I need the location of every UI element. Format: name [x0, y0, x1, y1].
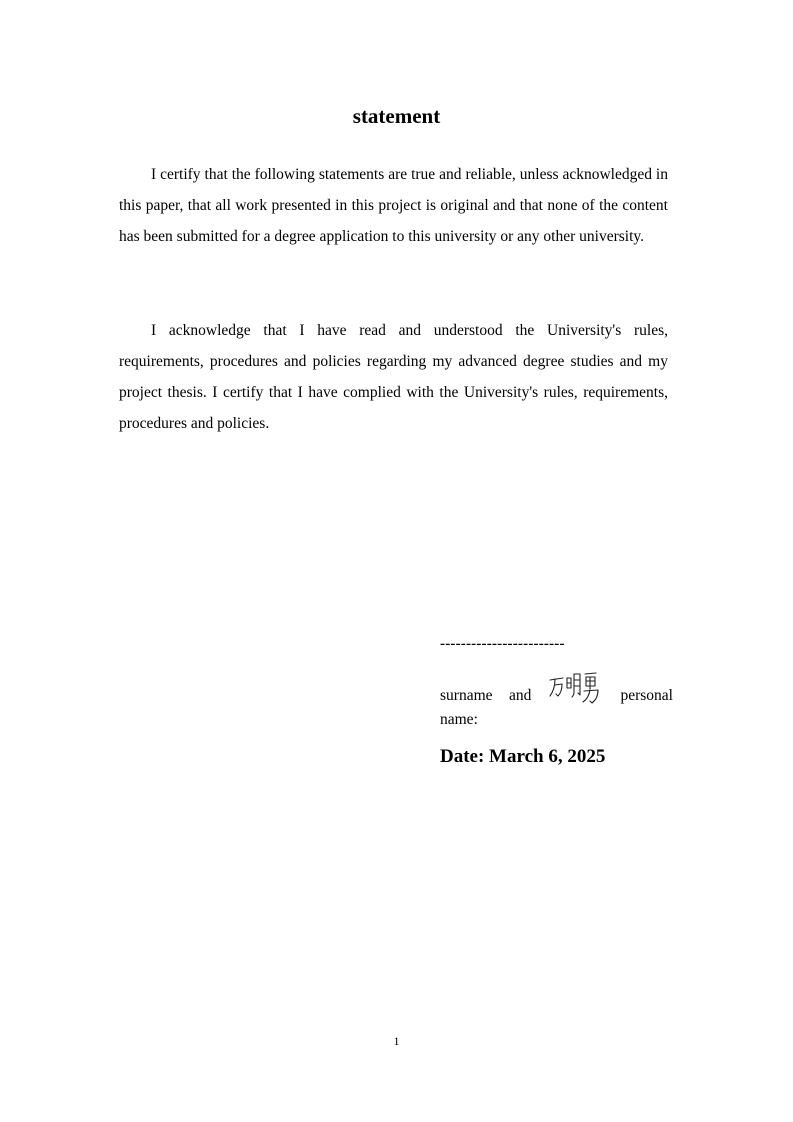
document-title: statement	[352, 104, 441, 128]
personal-label: personal	[620, 687, 673, 704]
acknowledgement-paragraph: I acknowledge that I have read and understood the University's rules, requirements, procedures and policies regarding my advanced degree studies and my project thesis. I certify that I have complied with the University's rules, requirements, procedures and policies.	[119, 322, 668, 432]
name-label: name:	[440, 711, 478, 728]
name-label-line	[440, 670, 673, 706]
certification-paragraph: I certify that the following statements are true and reliable, unless acknowledged in this paper, that all work presented in this project is original and that none of the content has been submitted for a degree application to this university or any other university.	[119, 166, 668, 245]
surname-label: surname	[440, 687, 493, 704]
handwritten-signature	[548, 672, 604, 706]
signature-block	[440, 636, 673, 768]
page-number: 1	[393, 1034, 400, 1048]
and-label: and	[509, 687, 532, 704]
signature-date: Date: March 6, 2025	[440, 746, 606, 767]
signature-line: ------------------------	[440, 636, 565, 652]
